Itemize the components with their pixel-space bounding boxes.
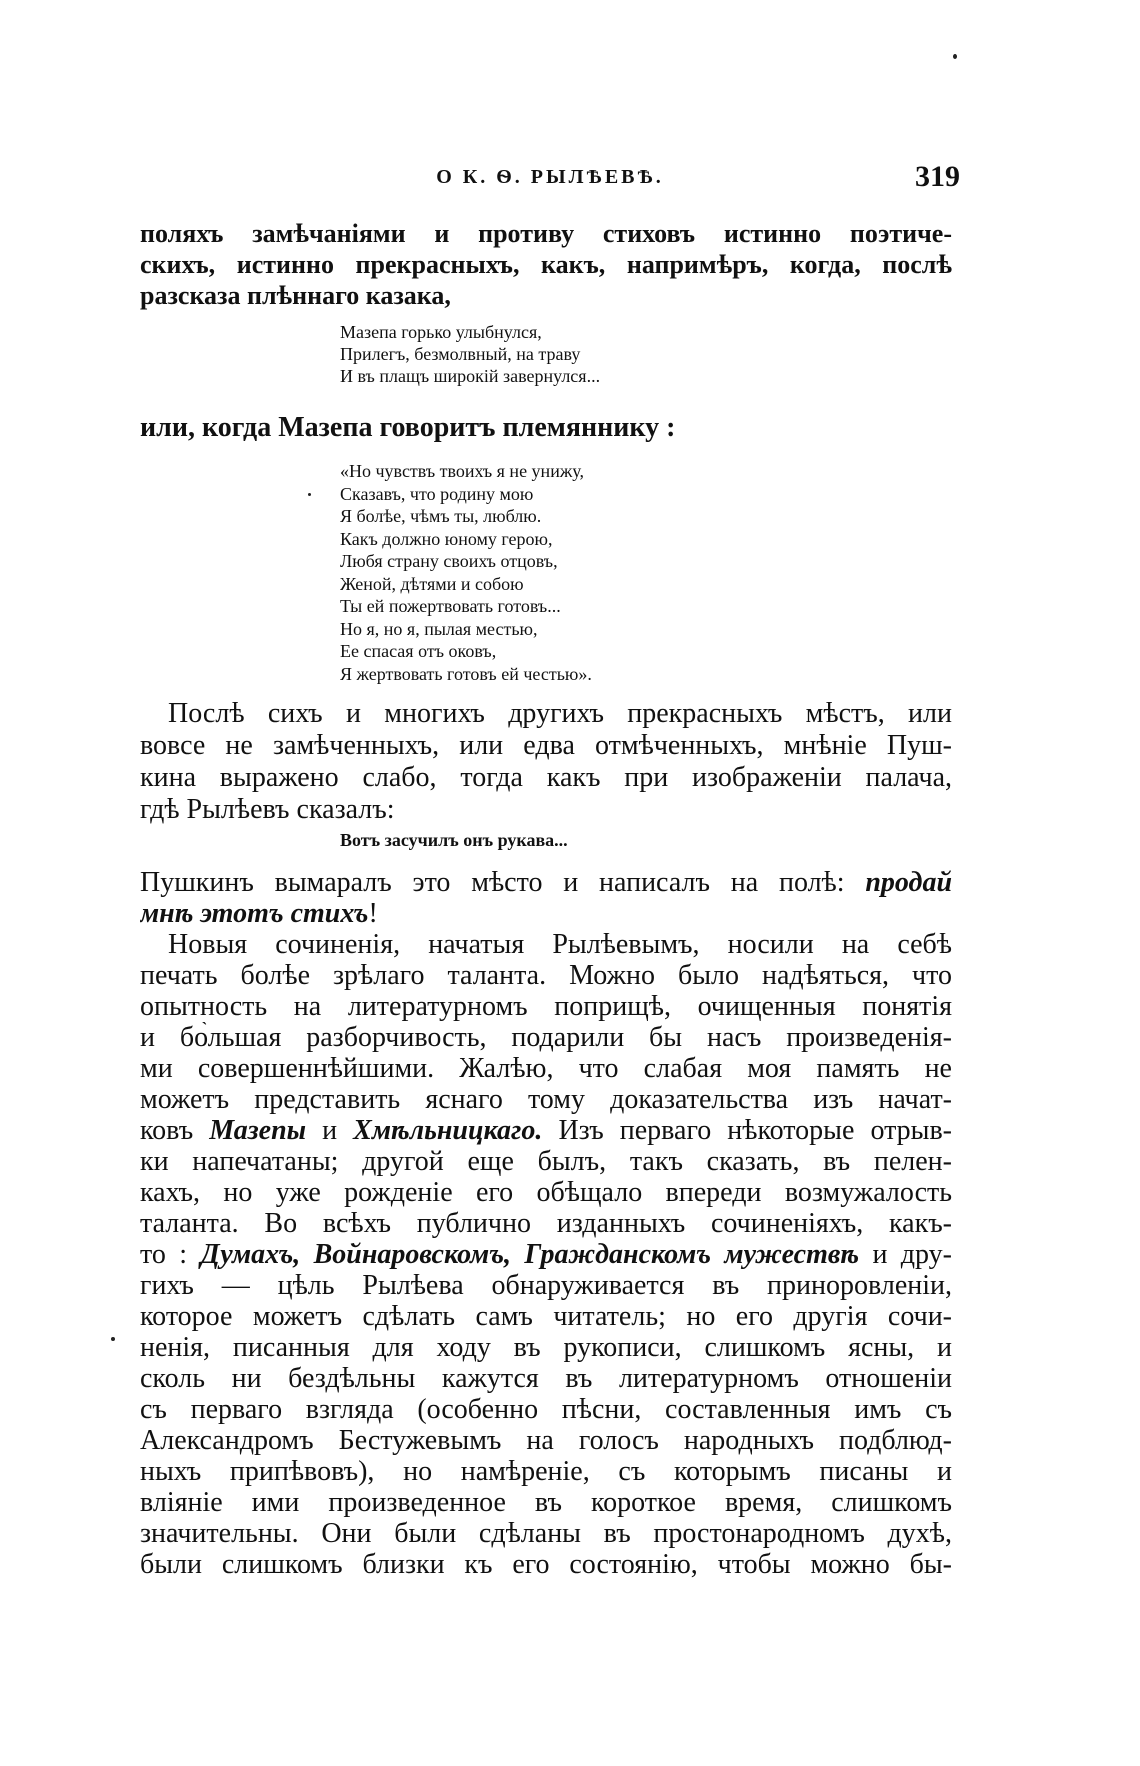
running-head: О К. Ѳ. РЫЛѢЕВѢ. [436,166,664,188]
verse-line: «Но чувствъ твоихъ я не унижу, [340,461,584,481]
italic-span: Думахъ, Войнаровскомъ, Гражданскомъ мужествѣ [200,1239,860,1270]
verse-line: Сказавъ, что родину мою [340,483,534,504]
text-line: съ перваго взгляда (особенно пѣсни, составленныя имъ съ [140,1394,952,1425]
text-line: опытность на литературномъ поприщѣ, очищенныя понятія [140,991,952,1022]
text-line: значительны. Они были сдѣланы въ простонародномъ духѣ, [140,1518,952,1549]
text-span: Изъ перваго нѣкоторые отрыв- [558,1115,952,1146]
text-line: вліяніе ими произведенное въ короткое время, слишкомъ [140,1487,952,1518]
text-line [140,1239,952,1270]
text-span: и [322,1115,338,1146]
text-line: и бо̀льшая разборчивость, подарили бы насъ произведенія- [140,1022,952,1053]
text-line [140,867,952,898]
text-line: ненія, писанныя для ходу въ рукописи, слишкомъ ясны, и [140,1332,952,1363]
text-line: Новыя сочиненія, начатыя Рылѣевымъ, носили на себѣ [168,929,952,960]
text-line: сколь ни бездѣльны кажутся въ литературномъ отношеніи [140,1363,952,1394]
text-line: Послѣ сихъ и многихъ другихъ прекрасныхъ мѣстъ, или [168,698,952,729]
scan-speck [111,1337,115,1341]
text-line: можетъ представить яснаго тому доказательства изъ начат- [140,1084,952,1115]
text-span: Пушкинъ вымаралъ это мѣсто и написалъ на полѣ: [140,867,845,898]
text-line [140,1115,952,1146]
text-line: гдѣ Рылѣевъ сказалъ: [140,794,395,825]
text-line: гихъ — цѣль Рылѣева обнаруживается въ приноровленіи, [140,1270,952,1301]
verse-quote-2 [340,460,592,685]
page-number: 319 [915,160,960,193]
text-span: ! [368,898,378,929]
verse-line: Ты ей пожертвовать готовъ... [340,596,561,616]
paragraph-1 [140,218,952,311]
text-span: и дру- [872,1239,952,1270]
text-line [140,898,952,929]
text-line: скихъ, истинно прекрасныхъ, какъ, напримѣръ, когда, послѣ [140,250,952,279]
text-line: Александромъ Бестужевымъ на голосъ народныхъ подблюд- [140,1425,952,1456]
text-line: ныхъ припѣвовъ), но намѣреніе, съ которымъ писаны и [140,1456,952,1487]
verse-line: Я жертвовать готовъ ей честью». [340,663,592,684]
verse-line: Ее спасая отъ оковъ, [340,641,497,661]
paragraph-2 [140,412,952,444]
paragraph-3 [140,698,952,826]
text-line: разсказа плѣннаго казака, [140,281,451,310]
text-line: которое можетъ сдѣлать самъ читатель; но его другія сочи- [140,1301,952,1332]
verse-line: Прилегъ, безмолвный, на траву [340,344,581,364]
text-line: вовсе не замѣченныхъ, или едва отмѣченныхъ, мнѣніе Пуш- [140,730,952,761]
text-line: ми совершеннѣйшими. Жалѣю, что слабая моя память не [140,1053,952,1084]
italic-span: Мазепы [209,1115,307,1146]
text-span: то : [140,1239,188,1270]
text-line: поляхъ замѣчаніями и противу стиховъ истинно поэтиче- [140,219,952,248]
text-line: печать болѣе зрѣлаго таланта. Можно было надѣяться, что [140,960,952,991]
text-line: были слишкомъ близки къ его состоянію, чтобы можно бы- [140,1549,952,1580]
paragraph-5 [140,929,952,1580]
scan-speck [308,493,311,496]
verse-line: Мазепа горько улыбнулся, [340,322,542,342]
italic-span: мнѣ этотъ стихъ [140,898,369,929]
italic-span: Хмѣльницкаго. [353,1115,543,1146]
text-line: таланта. Во всѣхъ публично изданныхъ сочиненіяхъ, какъ- [140,1208,952,1239]
italic-span: продай [865,867,952,898]
text-line: ки напечатаны; другой еще былъ, такъ сказать, въ пелен- [140,1146,952,1177]
scan-speck [953,54,957,59]
verse-line: Какъ должно юному герою, [340,528,553,549]
verse-quote-3 [340,829,568,851]
text-span: ковъ [140,1115,194,1146]
page-header [140,160,960,196]
verse-line: Женой, дѣтями и собою [340,573,524,594]
verse-line: Я болѣе, чѣмъ ты, люблю. [340,506,542,526]
text-line: кина выражено слабо, тогда какъ при изображеніи палача, [140,762,952,793]
paragraph-4 [140,867,952,929]
verse-line: И въ плащъ широкій завернулся... [340,366,601,386]
verse-line: Любя страну своихъ отцовъ, [340,551,558,571]
verse-line: Но я, но я, пылая местью, [340,618,538,639]
verse-line: Вотъ засучилъ онъ рукава... [340,830,568,850]
text-line: кахъ, но уже рожденіе его обѣщало впереди возмужалость [140,1177,952,1208]
text-line: или, когда Мазепа говоритъ племяннику : [140,412,676,443]
verse-quote-1 [340,321,600,387]
